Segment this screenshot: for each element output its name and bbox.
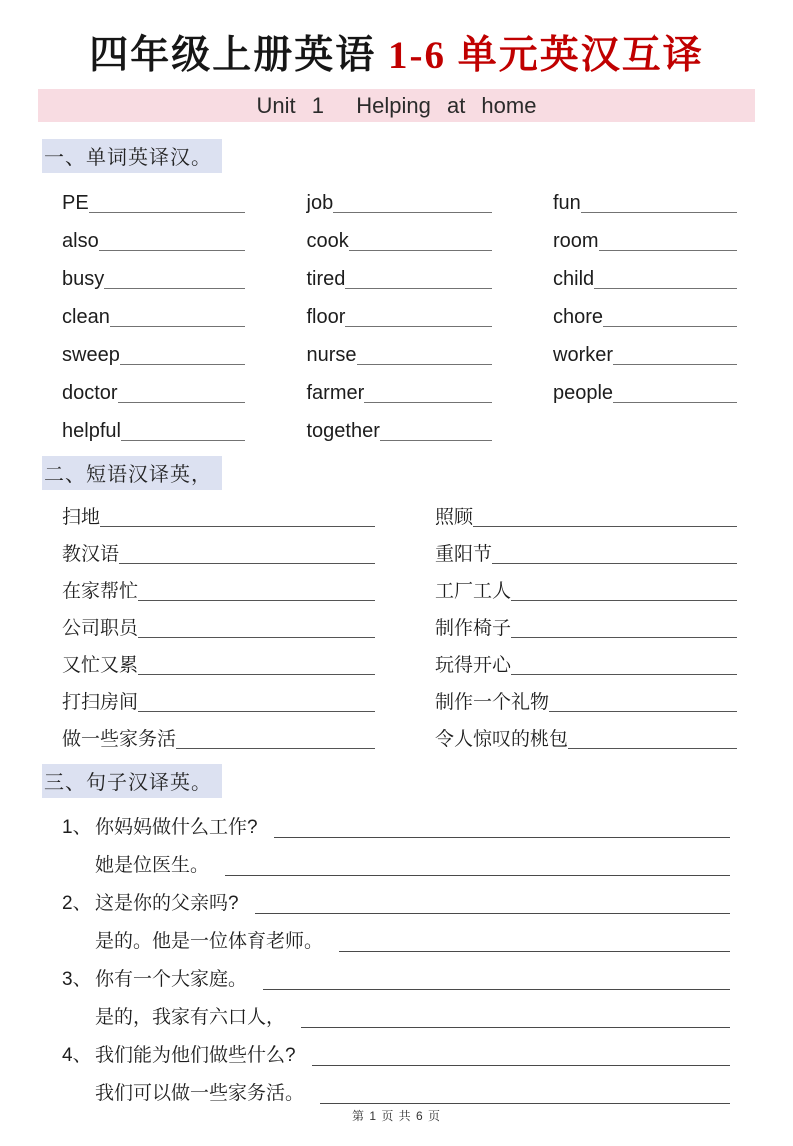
answer-blank-line: [119, 563, 375, 564]
phrase-item: [62, 730, 375, 750]
sentence-translation-list: [62, 806, 730, 1110]
phrase-row: [62, 718, 737, 755]
section2: [42, 456, 793, 490]
word-label: chore: [553, 306, 604, 328]
word-label: clean: [62, 306, 110, 328]
answer-blank-line: [549, 711, 737, 712]
word-translation-list: [62, 181, 737, 447]
word-row: [62, 257, 737, 295]
phrase-label: 做一些家务活: [62, 729, 177, 751]
phrase-item: [62, 508, 375, 528]
answer-blank-line: [357, 364, 492, 365]
sentence-number: 2、: [62, 893, 92, 915]
word-label: PE: [62, 192, 89, 214]
sentence-line: [62, 996, 730, 1034]
answer-blank-line: [176, 748, 375, 749]
title-black-part: 四年级上册英语: [89, 34, 388, 77]
answer-blank-line: [301, 1027, 730, 1028]
answer-blank-line: [581, 212, 737, 213]
answer-blank-line: [473, 526, 737, 527]
sentence-number: 1、: [62, 817, 92, 839]
phrase-item: [62, 545, 375, 565]
word-label: people: [553, 382, 614, 404]
section1: [42, 139, 793, 173]
word-label: worker: [553, 344, 614, 366]
phrase-label: 照顾: [435, 507, 474, 529]
phrase-row: [62, 681, 737, 718]
phrase-label: 教汉语: [62, 544, 120, 566]
word-label: busy: [62, 268, 105, 290]
answer-blank-line: [511, 637, 737, 638]
section2-heading: 二、短语汉译英，: [42, 456, 222, 490]
answer-blank-line: [339, 951, 730, 952]
word-item: [62, 345, 245, 366]
word-item: [62, 231, 245, 252]
answer-blank-line: [110, 326, 245, 327]
answer-blank-line: [613, 402, 737, 403]
word-item: [553, 307, 737, 328]
word-label: fun: [553, 192, 581, 214]
answer-blank-line: [492, 563, 737, 564]
sentence-text: 我们能为他们做些什么?: [95, 1045, 296, 1067]
answer-blank-line: [89, 212, 245, 213]
word-label: doctor: [62, 382, 118, 404]
sentence-text: 我们可以做一些家务活。: [95, 1083, 305, 1105]
word-item: [62, 193, 245, 214]
answer-blank-line: [349, 250, 492, 251]
sentence-line: [62, 844, 730, 882]
word-item: [553, 383, 737, 404]
answer-blank-line: [120, 364, 245, 365]
section3: [42, 764, 793, 798]
word-item: [307, 269, 492, 290]
word-label: job: [306, 192, 334, 214]
sentence-line: [62, 882, 730, 920]
word-item: [62, 383, 245, 404]
sentence-line: [62, 806, 730, 844]
sentence-text: 她是位医生。: [95, 855, 210, 877]
phrase-translation-list: [62, 496, 737, 755]
phrase-row: [62, 607, 737, 644]
phrase-label: 重阳节: [435, 544, 493, 566]
word-row: [62, 219, 737, 257]
phrase-label: 令人惊叹的桃包: [435, 729, 569, 751]
word-item: [307, 193, 492, 214]
phrase-label: 扫地: [62, 507, 101, 529]
word-label: tired: [306, 268, 346, 290]
page-title: [30, 24, 763, 80]
word-label: floor: [306, 306, 346, 328]
word-label: cook: [306, 230, 349, 252]
sentence-number: 4、: [62, 1045, 92, 1067]
phrase-item: [435, 619, 737, 639]
answer-blank-line: [100, 526, 375, 527]
word-item: [307, 421, 492, 442]
word-label: sweep: [62, 344, 120, 366]
title-red-part: 1-6 单元英汉互译: [388, 34, 704, 77]
sentence-text: 这是你的父亲吗?: [95, 893, 239, 915]
sentence-line: [62, 958, 730, 996]
answer-blank-line: [599, 250, 737, 251]
phrase-row: [62, 570, 737, 607]
word-row: [62, 371, 737, 409]
phrase-label: 又忙又累: [62, 655, 139, 677]
word-label: helpful: [62, 420, 121, 442]
sentence-text: 是的。他是一位体育老师。: [95, 931, 324, 953]
sentence-text: 是的，我家有六口人，: [95, 1007, 286, 1029]
word-label: together: [306, 420, 380, 442]
phrase-label: 公司职员: [62, 618, 139, 640]
word-item: [62, 421, 245, 442]
word-label: also: [62, 230, 99, 252]
phrase-label: 制作一个礼物: [435, 692, 550, 714]
answer-blank-line: [345, 326, 491, 327]
sentence-text: 你有一个大家庭。: [95, 969, 248, 991]
word-item: [307, 345, 492, 366]
word-row: [62, 409, 737, 447]
answer-blank-line: [320, 1103, 730, 1104]
answer-blank-line: [274, 837, 730, 838]
answer-blank-line: [603, 326, 737, 327]
phrase-item: [62, 693, 375, 713]
word-item: [553, 345, 737, 366]
answer-blank-line: [364, 402, 491, 403]
phrase-label: 在家帮忙: [62, 581, 139, 603]
phrase-label: 玩得开心: [435, 655, 512, 677]
answer-blank-line: [511, 674, 737, 675]
section1-heading: 一、单词英译汉。: [42, 139, 222, 173]
answer-blank-line: [312, 1065, 730, 1066]
phrase-item: [435, 582, 737, 602]
answer-blank-line: [138, 637, 375, 638]
answer-blank-line: [138, 711, 375, 712]
answer-blank-line: [594, 288, 737, 289]
word-item: [307, 307, 492, 328]
sentence-number: 3、: [62, 969, 92, 991]
word-label: room: [553, 230, 599, 252]
answer-blank-line: [380, 440, 492, 441]
sentence-line: [62, 1034, 730, 1072]
unit-banner: [38, 89, 755, 122]
worksheet-page: [0, 24, 793, 1146]
phrase-item: [62, 619, 375, 639]
unit-banner-text: Unit 1 Helping at home: [256, 92, 537, 118]
phrase-item: [62, 582, 375, 602]
word-label: child: [553, 268, 595, 290]
phrase-row: [62, 496, 737, 533]
word-row: [62, 295, 737, 333]
phrase-label: 工厂工人: [435, 581, 512, 603]
word-item: [62, 307, 245, 328]
answer-blank-line: [121, 440, 245, 441]
page-number: 第 1 页 共 6 页: [351, 1109, 442, 1123]
phrase-item: [62, 656, 375, 676]
phrase-row: [62, 533, 737, 570]
word-item: [553, 231, 737, 252]
sentence-line: [62, 920, 730, 958]
answer-blank-line: [118, 402, 245, 403]
answer-blank-line: [138, 674, 375, 675]
answer-blank-line: [333, 212, 491, 213]
phrase-label: 制作椅子: [435, 618, 512, 640]
phrase-row: [62, 644, 737, 681]
word-row: [62, 181, 737, 219]
answer-blank-line: [104, 288, 245, 289]
section3-heading: 三、句子汉译英。: [42, 764, 222, 798]
answer-blank-line: [138, 600, 375, 601]
word-item: [307, 231, 492, 252]
phrase-item: [435, 656, 737, 676]
answer-blank-line: [255, 913, 730, 914]
answer-blank-line: [511, 600, 737, 601]
word-item: [307, 383, 492, 404]
answer-blank-line: [225, 875, 730, 876]
phrase-item: [435, 508, 737, 528]
word-label: nurse: [306, 344, 357, 366]
answer-blank-line: [99, 250, 245, 251]
sentence-text: 你妈妈做什么工作?: [95, 817, 258, 839]
phrase-item: [435, 545, 737, 565]
answer-blank-line: [568, 748, 737, 749]
phrase-label: 打扫房间: [62, 692, 139, 714]
word-label: farmer: [306, 382, 365, 404]
answer-blank-line: [613, 364, 737, 365]
word-row: [62, 333, 737, 371]
answer-blank-line: [345, 288, 491, 289]
sentence-line: [62, 1072, 730, 1110]
word-item: [62, 269, 245, 290]
word-item: [553, 193, 737, 214]
answer-blank-line: [263, 989, 730, 990]
phrase-item: [435, 730, 737, 750]
phrase-item: [435, 693, 737, 713]
word-item: [553, 269, 737, 290]
